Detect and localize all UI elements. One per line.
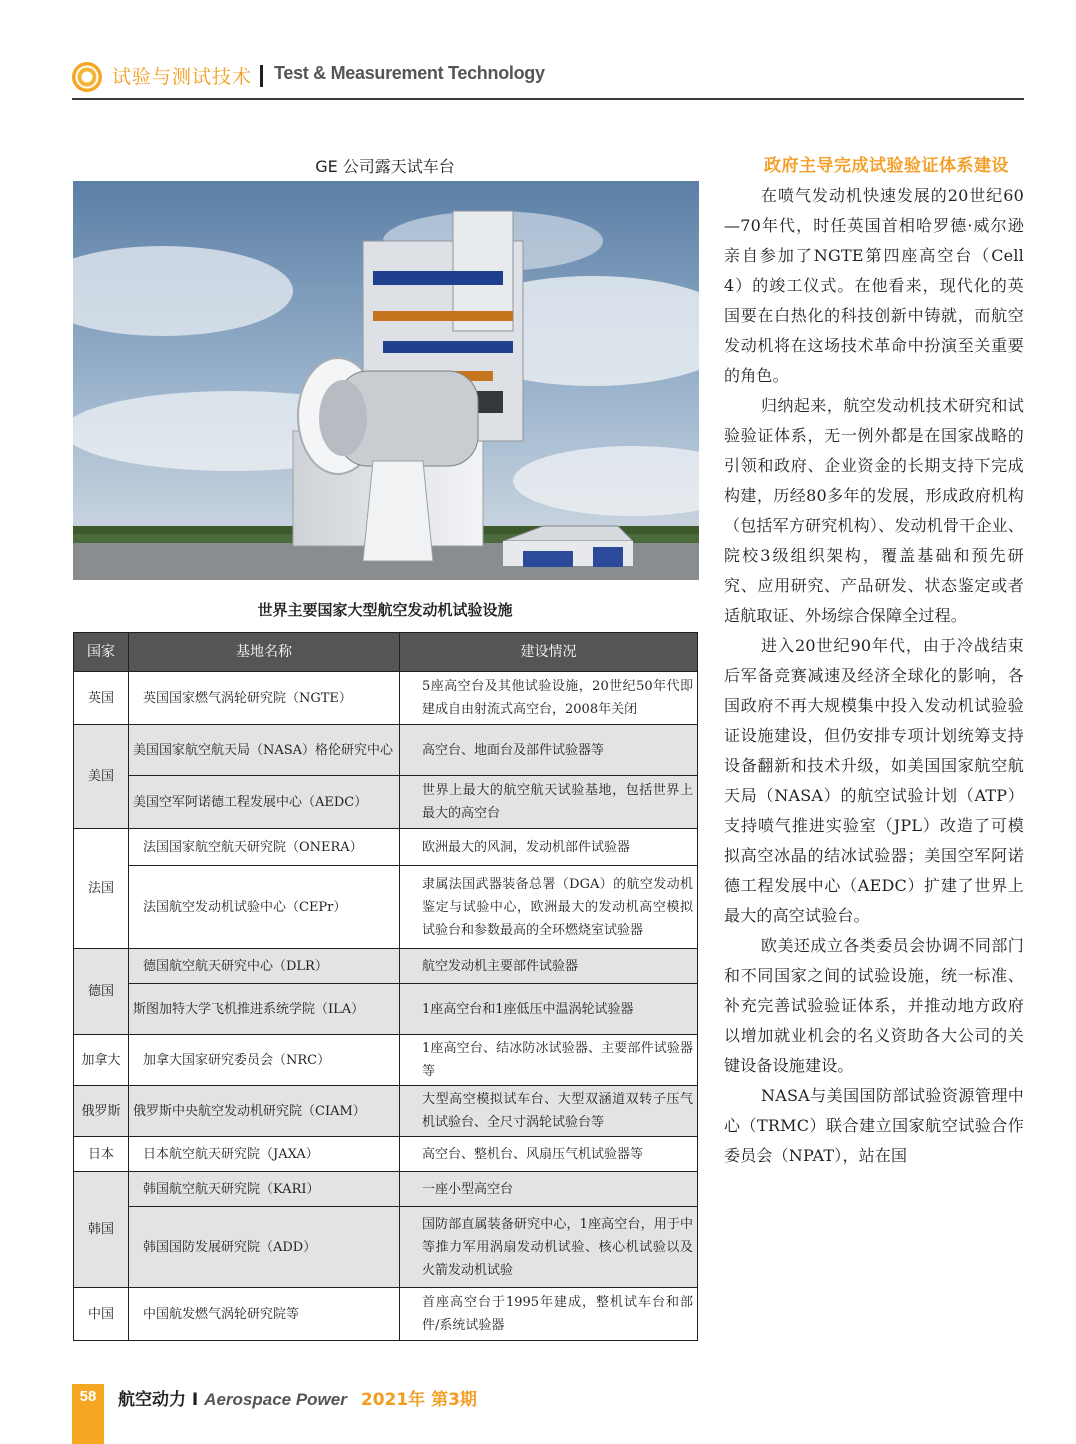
base-cell: 俄罗斯中央航空发动机研究院（CIAM） <box>129 1086 400 1137</box>
table-caption: 世界主要国家大型航空发动机试验设施 <box>257 601 513 619</box>
status-cell: 航空发动机主要部件试验器 <box>400 949 698 984</box>
base-cell: 加拿大国家研究委员会（NRC） <box>129 1035 400 1086</box>
test-stand-photo <box>73 181 699 580</box>
page-number: 58 <box>79 1388 97 1405</box>
table-row <box>74 984 698 1035</box>
base-cell: 中国航发燃气涡轮研究院等 <box>129 1288 400 1341</box>
table-header-row <box>74 633 698 672</box>
paragraph: 进入20世纪90年代，由于冷战结束后军备竞赛减速及经济全球化的影响，各国政府不再大规模集中投入发动机试验验证设施建设，但仍安排专项计划统筹支持设备翻新和技术升级，如美国国家航空航天局（NASA）的航空试验计划（ATP）支持喷气推进实验室（JPL）改造了可模拟高空冰晶的结冰试验器；美国空军阿诺德工程发展中心（AEDC）扩建了世界上最大的高空试验台。 <box>724 636 1024 925</box>
country-cell: 英国 <box>74 672 129 725</box>
page-number-tab <box>72 1384 104 1444</box>
country-cell: 韩国 <box>74 1172 129 1288</box>
magazine-name-en: Aerospace Power <box>204 1390 347 1409</box>
country-cell: 法国 <box>74 829 129 949</box>
status-cell: 首座高空台于1995年建成，整机试车台和部件/系统试验器 <box>400 1288 698 1341</box>
table-row <box>74 949 698 984</box>
table-row <box>74 1086 698 1137</box>
country-cell: 美国 <box>74 725 129 829</box>
header-country: 国家 <box>74 633 129 672</box>
base-cell: 英国国家燃气涡轮研究院（NGTE） <box>129 672 400 725</box>
magazine-name-cn: 航空动力 I <box>118 1390 205 1410</box>
base-cell: 德国航空航天研究中心（DLR） <box>129 949 400 984</box>
table-row <box>74 776 698 829</box>
country-cell: 加拿大 <box>74 1035 129 1086</box>
table-row <box>74 1035 698 1086</box>
base-cell: 韩国航空航天研究院（KARI） <box>129 1172 400 1207</box>
status-cell: 5座高空台及其他试验设施，20世纪50年代即建成自由射流式高空台，2008年关闭 <box>400 672 698 725</box>
status-cell: 隶属法国武器装备总署（DGA）的航空发动机鉴定与试验中心，欧洲最大的发动机高空模拟试验台和参数最高的全环燃烧室试验器 <box>400 866 698 949</box>
status-cell: 世界上最大的航空航天试验基地，包括世界上最大的高空台 <box>400 776 698 829</box>
section-logo-icon <box>72 62 102 92</box>
status-cell: 大型高空模拟试车台、大型双涵道双转子压气机试验台、全尺寸涡轮试验台等 <box>400 1086 698 1137</box>
table-row <box>74 1288 698 1341</box>
country-cell: 中国 <box>74 1288 129 1341</box>
country-cell: 日本 <box>74 1137 129 1172</box>
country-cell: 俄罗斯 <box>74 1086 129 1137</box>
table-row <box>74 829 698 866</box>
facilities-table <box>73 632 698 1341</box>
table-row <box>74 725 698 776</box>
table-row <box>74 1137 698 1172</box>
base-cell: 法国国家航空航天研究院（ONERA） <box>129 829 400 866</box>
figure-caption: GE 公司露天试车台 <box>315 157 455 176</box>
table-row <box>74 866 698 949</box>
status-cell: 高空台、地面台及部件试验器等 <box>400 725 698 776</box>
base-cell: 斯图加特大学飞机推进系统学院（ILA） <box>129 984 400 1035</box>
status-cell: 1座高空台、结冰防冰试验器、主要部件试验器等 <box>400 1035 698 1086</box>
status-cell: 国防部直属装备研究中心，1座高空台，用于中等推力军用涡扇发动机试验、核心机试验以及火箭发动机试验 <box>400 1207 698 1288</box>
paragraph: 在喷气发动机快速发展的20世纪60—70年代，时任英国首相哈罗德·威尔逊亲自参加了NGTE第四座高空台（Cell 4）的竣工仪式。在他看来，现代化的英国要在白热化的科技创新中铸就，而航空发动机将在这场技术革命中扮演至关重要的角色。 <box>724 186 1024 385</box>
table-row <box>74 672 698 725</box>
footer-masthead <box>118 1385 477 1410</box>
base-cell: 日本航空航天研究院（JAXA） <box>129 1137 400 1172</box>
table-row <box>74 1172 698 1207</box>
header-status: 建设情况 <box>400 633 698 672</box>
table-row <box>74 1207 698 1288</box>
paragraph: 归纳起来，航空发动机技术研究和试验验证体系，无一例外都是在国家战略的引领和政府、企业资金的长期支持下完成构建，历经80多年的发展，形成政府机构（包括军方研究机构）、发动机骨干企业、院校3级组织架构，覆盖基础和预先研究、应用研究、产品研发、状态鉴定或者适航取证、外场综合保障全过程。 <box>724 396 1024 625</box>
status-cell: 一座小型高空台 <box>400 1172 698 1207</box>
header-base: 基地名称 <box>129 633 400 672</box>
section-title-en: Test & Measurement Technology <box>274 63 545 83</box>
header-rule <box>72 98 1024 100</box>
status-cell: 高空台、整机台、风扇压气机试验器等 <box>400 1137 698 1172</box>
section-heading: 政府主导完成试验验证体系建设 <box>764 156 1009 176</box>
base-cell: 美国国家航空航天局（NASA）格伦研究中心 <box>129 725 400 776</box>
page-header <box>72 60 1024 92</box>
header-divider <box>260 65 263 87</box>
article-column <box>724 151 1024 1171</box>
section-title-cn: 试验与测试技术 <box>112 66 253 88</box>
status-cell: 欧洲最大的风洞，发动机部件试验器 <box>400 829 698 866</box>
paragraph: 欧美还成立各类委员会协调不同部门和不同国家之间的试验设施，统一标准、补充完善试验验证体系，并推动地方政府以增加就业机会的名义资助各大公司的关键设备设施建设。 <box>724 936 1024 1075</box>
base-cell: 韩国国防发展研究院（ADD） <box>129 1207 400 1288</box>
issue-label: 2021年 第3期 <box>360 1390 477 1410</box>
status-cell: 1座高空台和1座低压中温涡轮试验器 <box>400 984 698 1035</box>
base-cell: 美国空军阿诺德工程发展中心（AEDC） <box>129 776 400 829</box>
paragraph: NASA与美国国防部试验资源管理中心（TRMC）联合建立国家航空试验合作委员会（NPAT），站在国 <box>724 1086 1024 1165</box>
country-cell: 德国 <box>74 949 129 1035</box>
base-cell: 法国航空发动机试验中心（CEPr） <box>129 866 400 949</box>
